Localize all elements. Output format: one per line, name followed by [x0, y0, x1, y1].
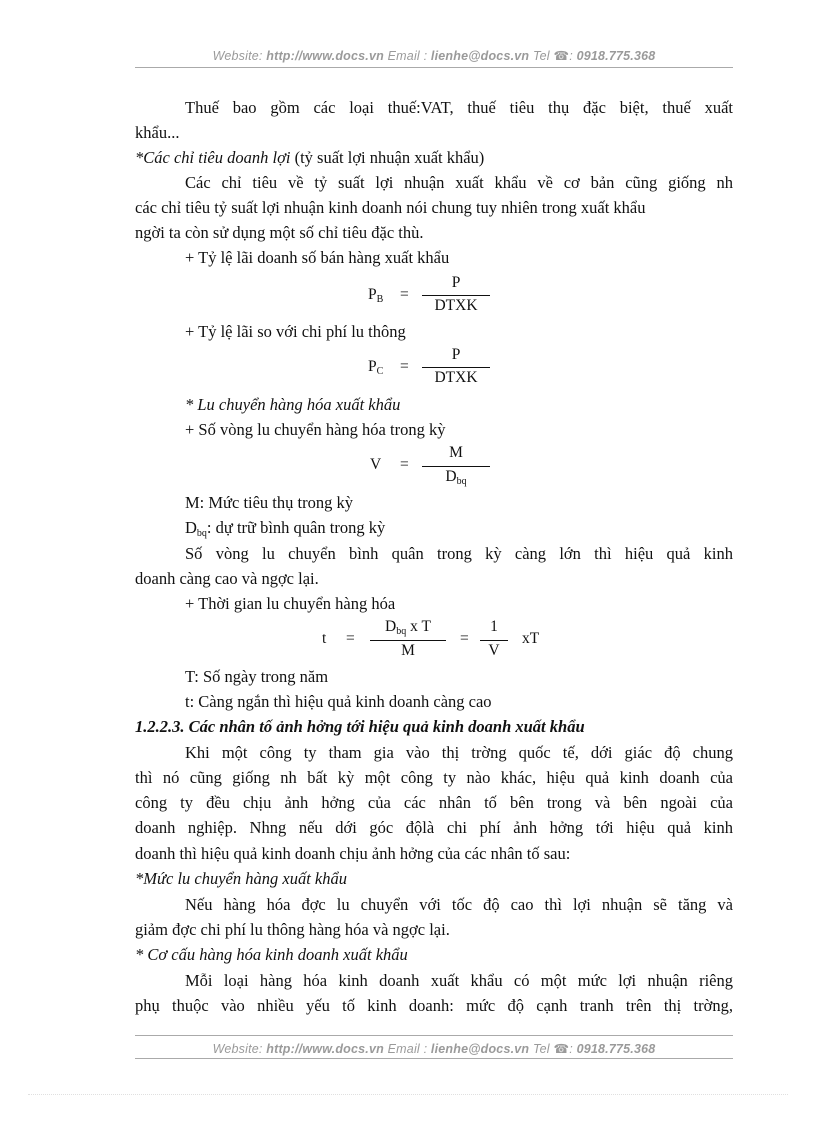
- footer-email-label: Email :: [383, 1042, 431, 1056]
- formula-numerator: 1: [490, 618, 498, 635]
- header-tel: 0918.775.368: [576, 49, 656, 63]
- text-line: Nếu hàng hóa đợc lu chuyển với tốc độ cao thì lợi nhuận sẽ tăng và: [185, 895, 733, 914]
- formula-numerator: P: [451, 274, 461, 291]
- text-line: công ty đều chịu ảnh hởng của các nhân tố bên trong và bên ngoài của: [135, 793, 733, 812]
- text-line: ngời ta còn sử dụng một số chỉ tiêu đặc thù.: [135, 223, 424, 242]
- fraction-line: [370, 640, 446, 641]
- footer-website[interactable]: http://www.docs.vn: [266, 1042, 384, 1056]
- formula-denominator: M: [401, 642, 415, 659]
- text-line: doanh càng cao và ngợc lại.: [135, 569, 319, 588]
- fraction-line: [422, 367, 490, 368]
- header-email-label: Email :: [383, 49, 431, 63]
- text-line: + Số vòng lu chuyển hàng hóa trong kỳ: [185, 420, 446, 439]
- header-website[interactable]: http://www.docs.vn: [266, 49, 384, 63]
- header-email[interactable]: lienhe@docs.vn: [430, 49, 530, 63]
- text-line: $D_{bq}$: dự trữ bình quân trong kỳ: [185, 518, 386, 539]
- text-line: các chỉ tiêu tỷ suất lợi nhuận kinh doanh nói chung tuy nhiên trong xuất khẩu: [135, 198, 646, 217]
- text-line: Khi một công ty tham gia vào thị trờng quốc tế, dới giác độ chung: [185, 743, 733, 762]
- fraction-line: [422, 295, 490, 296]
- text-line: khẩu...: [135, 123, 180, 142]
- footer-email[interactable]: lienhe@docs.vn: [430, 1042, 530, 1056]
- text-line: + Tỷ lệ lãi doanh số bán hàng xuất khẩu: [185, 248, 450, 267]
- text-line: doanh thì hiệu quả kinh doanh chịu ảnh hởng của các nhân tố sau:: [135, 844, 571, 863]
- subheading-doanh-loi: *Các chỉ tiêu doanh lợi: [135, 148, 291, 167]
- formula-equals: =: [400, 286, 409, 303]
- header-tel-label: Tel ☎:: [529, 49, 577, 63]
- formula-lhs: $P_C$: [368, 358, 384, 377]
- subheading-luu-chuyen: * Lu chuyển hàng hóa xuất khẩu: [185, 395, 401, 414]
- section-heading: 1.2.2.3. Các nhân tố ảnh hởng tới hiệu quả kinh doanh xuất khẩu: [135, 717, 585, 736]
- formula-denominator: V: [488, 642, 500, 659]
- text-line: thì nó cũng giống nh bất kỳ một công ty nào khác, hiệu quả kinh doanh của: [135, 768, 733, 787]
- subheading-muc-luu-chuyen: *Mức lu chuyển hàng xuất khẩu: [135, 869, 347, 888]
- text-line: + Thời gian lu chuyển hàng hóa: [185, 594, 396, 613]
- footer-rule: [135, 1035, 733, 1036]
- text-line: [135, 148, 733, 168]
- formula-equals: =: [400, 358, 409, 375]
- text-line: T: Số ngày trong năm: [185, 667, 329, 686]
- formula-equals: =: [400, 456, 409, 473]
- text-line: Thuế bao gồm các loại thuế:VAT, thuế tiêu thụ đặc biệt, thuế xuất: [185, 98, 733, 117]
- text-line: t: Càng ngắn thì hiệu quả kinh doanh càng cao: [185, 692, 492, 711]
- subheading-co-cau: * Cơ cấu hàng hóa kinh doanh xuất khẩu: [135, 945, 408, 964]
- page-edge-dots: [28, 1094, 788, 1095]
- formula-numerator: P: [451, 346, 461, 363]
- formula-denominator: DTXK: [434, 297, 478, 314]
- footer-rule-bottom: [135, 1058, 733, 1059]
- text-line: Các chỉ tiêu về tỷ suất lợi nhuận xuất khẩu về cơ bản cũng giống nh: [185, 173, 733, 192]
- formula-denominator: $D_{bq}$: [445, 468, 467, 487]
- header-rule: [135, 67, 733, 68]
- formula-numerator: $D_{bq}$ x T: [385, 618, 431, 637]
- fraction-line: [480, 640, 508, 641]
- footer-tel-label: Tel ☎:: [529, 1042, 577, 1056]
- formula-tail: xT: [522, 630, 540, 647]
- text-line: M: Mức tiêu thụ trong kỳ: [185, 493, 353, 512]
- formula-equals: =: [460, 630, 469, 647]
- formula-lhs: V: [370, 456, 382, 473]
- formula-numerator: M: [449, 444, 463, 461]
- formula-lhs: t: [322, 630, 327, 647]
- text-line: phụ thuộc vào nhiều yếu tố kinh doanh: mức độ cạnh tranh trên thị trờng,: [135, 996, 733, 1015]
- header-website-label: Website:: [212, 49, 267, 63]
- footer-tel: 0918.775.368: [576, 1042, 656, 1056]
- text-line: + Tỷ lệ lãi so với chi phí lu thông: [185, 322, 406, 341]
- formula-lhs: $P_B$: [368, 286, 384, 305]
- fraction-line: [422, 466, 490, 467]
- page-footer: [135, 1041, 733, 1056]
- footer-website-label: Website:: [212, 1042, 267, 1056]
- text-line: Mỗi loại hàng hóa kinh doanh xuất khẩu có một mức lợi nhuận riêng: [185, 971, 733, 990]
- text-line: Số vòng lu chuyển bình quân trong kỳ càng lớn thì hiệu quả kinh: [185, 544, 733, 563]
- text-span: (tỷ suất lợi nhuận xuất khẩu): [290, 148, 485, 167]
- formula-denominator: DTXK: [434, 369, 478, 386]
- text-line: doanh nghiệp. Nhng nếu dới góc độlà chi phí ảnh hởng tới hiệu quả kinh: [135, 818, 733, 837]
- formula-equals: =: [346, 630, 355, 647]
- text-line: giảm đợc chi phí lu thông hàng hóa và ngợc lại.: [135, 920, 450, 939]
- page-header: [135, 48, 733, 63]
